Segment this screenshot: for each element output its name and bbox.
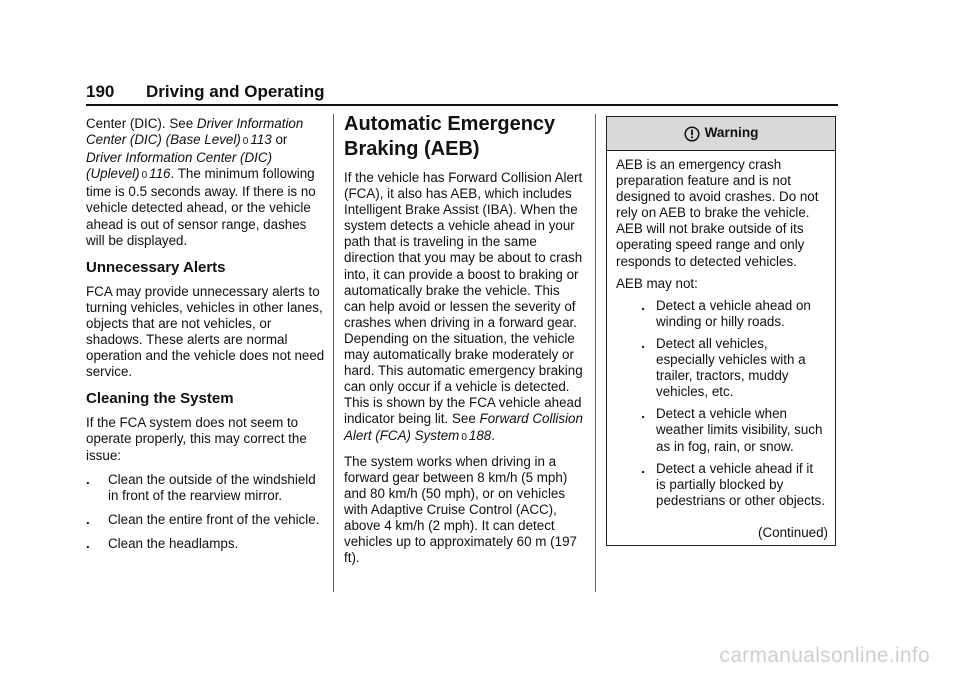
watermark: carmanualsonline.info bbox=[719, 644, 930, 667]
column-middle bbox=[344, 113, 584, 574]
page-ref-icon: 0 bbox=[141, 170, 148, 182]
page-ref-icon: 0 bbox=[242, 136, 249, 148]
page-ref-icon: 0 bbox=[461, 431, 467, 443]
warning-paragraph: AEB is an emergency crash preparation feature and is not designed to avoid crashes. Do not rely on AEB to brake the vehicle. AEB will not brake outside of its operating speed range and only responds to detected vehicles. bbox=[616, 157, 819, 269]
page-header bbox=[86, 82, 325, 102]
bullet-icon: . bbox=[641, 406, 645, 422]
list-item: . Detect a vehicle ahead if it is partially blocked by pedestrians or other objects. bbox=[616, 461, 825, 509]
warning-header bbox=[607, 117, 835, 151]
list-item: . Detect all vehicles, especially vehicles with a trailer, tractors, muddy vehicles, etc. bbox=[616, 336, 825, 400]
column-right bbox=[606, 116, 838, 546]
list-item: . Clean the outside of the windshield in front of the rearview mirror. bbox=[86, 471, 316, 503]
page-ref[interactable]: 116 bbox=[149, 166, 171, 182]
heading-cleaning: Cleaning the System bbox=[86, 390, 234, 408]
intro-paragraph: Center (DIC). See Driver Information Center (DIC) (Base Level) 0 113 or Driver Information Center (DIC) (Uplevel) 0 116. The minimum following time is 0.5 seconds away. If there is no vehicle detected ahead, or the vehicle ahead is out of sensor range, dashes will be displayed. bbox=[86, 116, 316, 248]
bullet-icon: . bbox=[86, 535, 90, 551]
bullet-icon: . bbox=[641, 297, 645, 313]
page-ref[interactable]: 188 bbox=[468, 427, 492, 443]
cleaning-body: If the FCA system does not seem to operate properly, this may correct the issue: bbox=[86, 415, 307, 463]
link-dic-uplevel[interactable]: Driver Information Center (DIC) (Uplevel) bbox=[86, 150, 273, 182]
section-title: Driving and Operating bbox=[146, 82, 325, 101]
column-left bbox=[86, 116, 326, 560]
unnecessary-alerts-body: FCA may provide unnecessary alerts to turning vehicles, vehicles in other lanes, objects that are not vehicles, or shadows. These alerts are normal operation and the vehicle does not need service. bbox=[86, 283, 325, 380]
link-fca-system[interactable]: Forward Collision Alert (FCA) System bbox=[344, 411, 583, 443]
warning-icon bbox=[684, 126, 700, 142]
list-item: . Detect a vehicle when weather limits visibility, such as in fog, rain, or snow. bbox=[616, 406, 825, 454]
page-number: 190 bbox=[86, 82, 115, 101]
heading-aeb: Automatic Emergency Braking (AEB) bbox=[344, 113, 556, 160]
list-item: . Detect a vehicle ahead on winding or hilly roads. bbox=[616, 298, 825, 330]
bullet-icon: . bbox=[641, 460, 645, 476]
warning-title: Warning bbox=[704, 125, 759, 141]
column-divider bbox=[333, 114, 334, 592]
warning-body bbox=[607, 151, 835, 509]
header-rule bbox=[86, 104, 838, 106]
bullet-icon: . bbox=[641, 335, 645, 351]
aeb-paragraph: The system works when driving in a forward gear between 8 km/h (5 mph) and 80 km/h (50 mph), or on vehicles with Adaptive Cruise Control (ACC), above 4 km/h (2 mph). It can detect vehicles up to approximately 60 m (197 ft). bbox=[344, 453, 577, 566]
bullet-icon: . bbox=[86, 471, 90, 487]
warning-may-not: AEB may not: bbox=[616, 275, 698, 291]
link-dic-base[interactable]: Driver Information Center (DIC) (Base Level) bbox=[86, 116, 304, 148]
page-ref[interactable]: 113 bbox=[250, 132, 272, 148]
column-divider bbox=[595, 114, 596, 592]
bullet-icon: . bbox=[86, 511, 90, 527]
aeb-paragraph: If the vehicle has Forward Collision Alert (FCA), it also has AEB, which includes Intelligent Brake Assist (IBA). When the system detects a vehicle ahead in your path that is traveling in the same direction that you may be about to crash into, it can provide a boost to braking or automatically brake the vehicle. This can help avoid or lessen the severity of crashes when driving in a forward gear. Depending on the situation, the vehicle may automatically brake moderately or hard. This automatic emergency braking can only occur if a vehicle is detected. This is shown by the FCA vehicle ahead indicator being lit. See Forward Collision Alert (FCA) System 0 188. bbox=[344, 170, 583, 443]
heading-unnecessary-alerts: Unnecessary Alerts bbox=[86, 258, 226, 276]
warning-box bbox=[606, 116, 836, 546]
continued-label: (Continued) bbox=[758, 524, 828, 540]
list-item: . Clean the entire front of the vehicle. bbox=[86, 511, 320, 527]
list-item: . Clean the headlamps. bbox=[86, 535, 239, 551]
